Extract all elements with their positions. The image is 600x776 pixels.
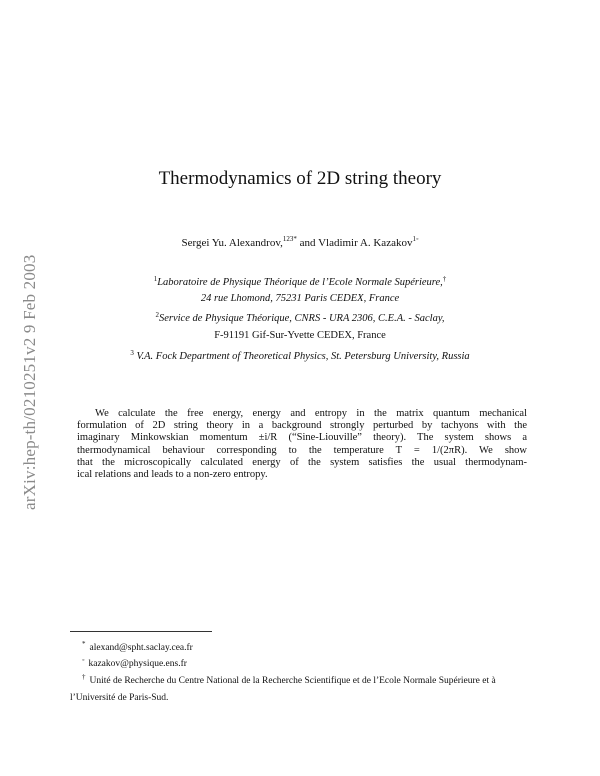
footnote-affiliation-note: † Unité de Recherche du Centre National de la Recherche Scientifique et de l’Ecole Normale Supérieure et à l’Université de Paris-Sud. <box>70 673 496 703</box>
footnote-email-alexandrov: * alexand@spht.saclay.cea.fr <box>82 640 193 653</box>
footnote-email-kazakov: ◦ kazakov@physique.ens.fr <box>82 656 187 669</box>
abstract-line: imaginary Minkowskian momentum ±i/R (“Sine-Liouville” theory). The system shows a <box>77 432 527 444</box>
author-alexandrov: Sergei Yu. Alexandrov, <box>181 237 283 249</box>
author-connector: and <box>296 237 319 249</box>
affiliation-1-line-1: $^1$Laboratoire de Physique Théorique de l’Ecole Normale Supérieure,† <box>153 275 447 288</box>
affiliation-2-line-2: F-91191 Gif-Sur-Yvette CEDEX, France <box>214 330 386 341</box>
affiliation-1-dagger: † <box>442 275 447 283</box>
affiliation-3-line-1: $^3$ V.A. Fock Department of Theoretical Physics, St. Petersburg University, Russia <box>130 349 470 362</box>
abstract <box>77 408 527 481</box>
arxiv-identifier: arXiv:hep-th/0210251v2 9 Feb 2003 <box>20 254 39 510</box>
author-alexandrov-marks: 123* <box>282 235 297 243</box>
abstract-line: We calculate the free energy, energy and entropy in the matrix quantum mechanical <box>95 408 527 419</box>
paper-title: Thermodynamics of 2D string theory <box>158 168 442 189</box>
abstract-line: ical relations and leads to a non-zero entropy. <box>77 469 268 481</box>
affiliation-1-mark: 1 <box>153 275 158 283</box>
author-line <box>0 235 600 249</box>
affiliation-2-line-1: $^2$Service de Physique Théorique, CNRS - URA 2306, C.E.A. - Saclay, <box>155 311 445 324</box>
affiliation-1-line-2: 24 rue Lhomond, 75231 Paris CEDEX, France <box>200 293 400 304</box>
abstract-line: thermodynamical behaviour corresponding to the temperature T = 1/(2πR). We show <box>77 444 527 456</box>
author-kazakov: Vladimir A. Kazakov <box>318 237 413 249</box>
footnote-separator <box>70 631 212 632</box>
abstract-line: formulation of 2D string theory in a background strongly perturbed by tachyons with the <box>77 420 527 432</box>
author-kazakov-marks: 1◦ <box>412 235 419 243</box>
affiliation-2-mark: 2 <box>155 311 159 319</box>
abstract-line: that the microscopically calculated energy of the system satisfies the usual thermodynam- <box>77 456 527 468</box>
affiliation-3-mark: 3 <box>130 349 134 357</box>
